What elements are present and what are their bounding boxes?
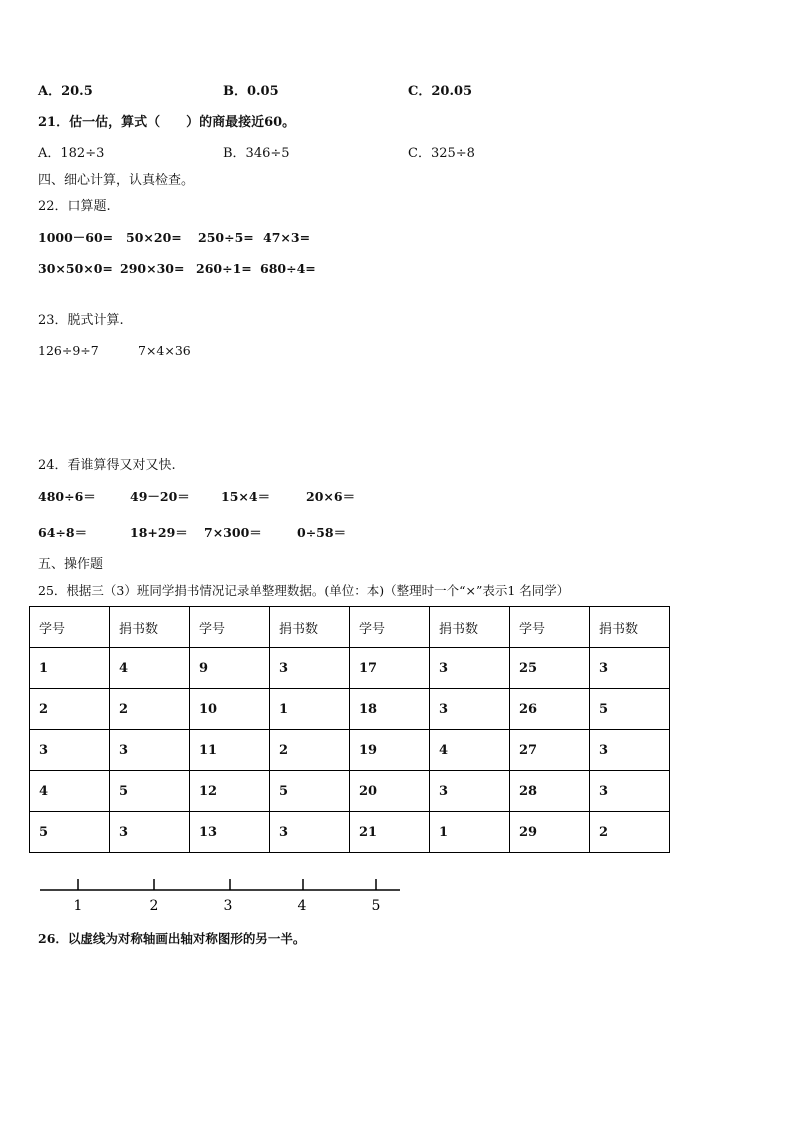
section-4-heading: 四、细心计算，认真检查。 (38, 173, 195, 188)
q24-expr: 7×300＝ (204, 525, 262, 540)
q21-option-a: A．182÷3 (38, 146, 105, 161)
donation-table (29, 606, 670, 853)
table-cell: 2 (110, 689, 190, 730)
table-cell: 5 (30, 812, 110, 853)
table-cell: 3 (110, 730, 190, 771)
table-cell: 5 (110, 771, 190, 812)
q21-option-b: B．346÷5 (223, 146, 290, 161)
tally-axis (40, 878, 402, 918)
axis-tick-label: 2 (149, 898, 159, 914)
table-cell: 4 (430, 730, 510, 771)
table-cell: 2 (30, 689, 110, 730)
table-header-cell: 学号 (350, 607, 430, 648)
axis-tick-label: 5 (371, 898, 381, 914)
q24-expr: 64÷8＝ (38, 525, 88, 540)
q24-expr: 15×4＝ (221, 489, 271, 504)
table-header-cell: 学号 (30, 607, 110, 648)
q24-expr: 480÷6＝ (38, 489, 96, 504)
table-cell: 3 (590, 648, 670, 689)
table-header-cell: 捐书数 (590, 607, 670, 648)
table-row (30, 689, 670, 730)
table-cell: 3 (590, 730, 670, 771)
table-cell: 26 (510, 689, 590, 730)
axis-tick-label: 1 (73, 898, 83, 914)
q22-expr: 30×50×0= (38, 261, 113, 276)
q24-expr: 0÷58＝ (297, 525, 347, 540)
table-cell: 3 (430, 648, 510, 689)
q25-stem: 25．根据三（3）班同学捐书情况记录单整理数据。(单位：本)（整理时一个“×”表示1 名同学） (38, 583, 570, 598)
table-cell: 10 (190, 689, 270, 730)
table-cell: 3 (270, 648, 350, 689)
table-cell: 3 (590, 771, 670, 812)
table-cell: 12 (190, 771, 270, 812)
table-cell: 20 (350, 771, 430, 812)
table-cell: 25 (510, 648, 590, 689)
q23-expr: 126÷9÷7 (38, 343, 99, 358)
q23-stem: 23．脱式计算. (38, 313, 124, 328)
q22-expr: 1000－60= (38, 230, 114, 245)
table-header-cell: 学号 (190, 607, 270, 648)
q22-expr: 50×20= (126, 230, 182, 245)
q22-stem: 22．口算题. (38, 199, 111, 214)
table-cell: 18 (350, 689, 430, 730)
q22-expr: 290×30= (120, 261, 185, 276)
table-cell: 9 (190, 648, 270, 689)
q20-option-a: A．20.5 (38, 84, 93, 99)
q22-expr: 250÷5= (198, 230, 254, 245)
table-cell: 29 (510, 812, 590, 853)
table-cell: 4 (30, 771, 110, 812)
q24-stem: 24．看谁算得又对又快. (38, 458, 176, 473)
section-5-heading: 五、操作题 (38, 557, 104, 572)
table-cell: 17 (350, 648, 430, 689)
table-cell: 3 (30, 730, 110, 771)
table-cell: 27 (510, 730, 590, 771)
table-row (30, 812, 670, 853)
table-cell: 2 (270, 730, 350, 771)
table-header-row (30, 607, 670, 648)
q22-expr: 47×3= (263, 230, 311, 245)
axis-tick-label: 3 (223, 898, 233, 914)
table-header-cell: 捐书数 (430, 607, 510, 648)
q24-expr: 18+29＝ (130, 525, 188, 540)
table-cell: 3 (430, 689, 510, 730)
table-row (30, 771, 670, 812)
table-cell: 3 (110, 812, 190, 853)
table-cell: 3 (430, 771, 510, 812)
q24-expr: 20×6＝ (306, 489, 356, 504)
q22-expr: 680÷4= (260, 261, 316, 276)
table-cell: 1 (430, 812, 510, 853)
table-cell: 3 (270, 812, 350, 853)
q20-option-b: B．0.05 (223, 84, 279, 99)
q26-stem: 26．以虚线为对称轴画出轴对称图形的另一半。 (38, 931, 306, 946)
q23-expr: 7×4×36 (138, 343, 191, 358)
table-cell: 5 (590, 689, 670, 730)
table-cell: 11 (190, 730, 270, 771)
q21-stem: 21．估一估，算式（ ）的商最接近60。 (38, 115, 296, 130)
table-cell: 13 (190, 812, 270, 853)
table-cell: 1 (270, 689, 350, 730)
table-cell: 4 (110, 648, 190, 689)
table-cell: 19 (350, 730, 430, 771)
q21-option-c: C．325÷8 (408, 146, 475, 161)
table-header-cell: 学号 (510, 607, 590, 648)
axis-tick-label: 4 (297, 898, 307, 914)
table-row (30, 648, 670, 689)
q22-expr: 260÷1= (196, 261, 252, 276)
table-cell: 21 (350, 812, 430, 853)
q20-option-c: C．20.05 (408, 84, 473, 99)
table-cell: 28 (510, 771, 590, 812)
table-header-cell: 捐书数 (110, 607, 190, 648)
table-cell: 2 (590, 812, 670, 853)
table-header-cell: 捐书数 (270, 607, 350, 648)
table-cell: 1 (30, 648, 110, 689)
table-cell: 5 (270, 771, 350, 812)
q24-expr: 49－20＝ (130, 489, 190, 504)
table-row (30, 730, 670, 771)
